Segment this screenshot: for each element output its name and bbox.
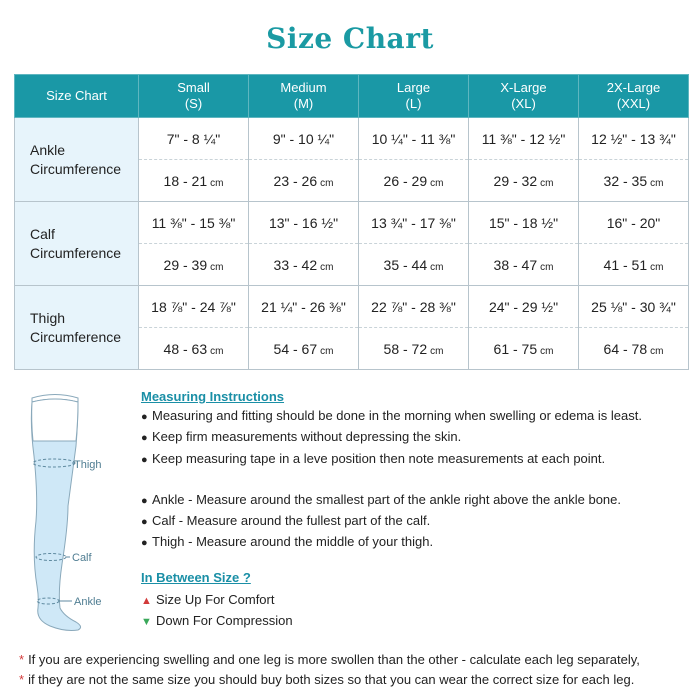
table-cell: 11 ⅜" - 15 ⅜": [139, 202, 249, 244]
size-code: (L): [405, 96, 422, 111]
cell-value: 29 - 32: [493, 172, 538, 189]
size-header-xlarge: [469, 75, 579, 118]
list-item: [141, 532, 691, 553]
table-cell: [579, 328, 689, 370]
table-cell: 10 ¼" - 11 ⅜": [359, 118, 469, 160]
table-cell: 13 ¾" - 17 ⅜": [359, 202, 469, 244]
table-cell: 9" - 10 ¼": [249, 118, 359, 160]
cell-value: 26 - 29: [383, 172, 428, 189]
table-cell: [359, 328, 469, 370]
arrow-down-icon: ▼: [141, 616, 152, 628]
bullet-text: Ankle - Measure around the smallest part of the ankle right above the ankle bone.: [152, 491, 622, 507]
table-cell: [249, 244, 359, 286]
footnote-text: if they are not the same size you should buy both sizes so that you can wear the correct size for each leg.: [28, 672, 635, 687]
table-cell: 25 ⅛" - 30 ¾": [579, 286, 689, 328]
cell-value: 29 - 39: [163, 256, 208, 273]
size-name: Large: [396, 80, 431, 95]
size-header-large: [359, 75, 469, 118]
table-cell: [139, 328, 249, 370]
list-item: [141, 490, 691, 511]
table-cell: [579, 244, 689, 286]
arrow-up-icon: ▲: [141, 595, 152, 607]
list-item: [141, 590, 293, 611]
thigh-skin: [32, 399, 78, 441]
footnotes: [19, 650, 640, 690]
size-up-text: Size Up For Comfort: [156, 592, 275, 607]
cell-value: 32 - 35: [603, 172, 648, 189]
unit-label: cm: [320, 177, 334, 189]
row-label-line2: Circumference: [30, 328, 122, 345]
bullet-icon: ●: [141, 537, 148, 550]
unit-label: cm: [650, 261, 664, 273]
calf-label: Calf: [72, 552, 92, 564]
table-cell: 11 ⅜" - 12 ½": [469, 118, 579, 160]
size-name: Small: [177, 80, 210, 95]
row-label-calf: [15, 202, 139, 286]
row-label-line1: Thigh: [30, 309, 66, 326]
bullet-text: Thigh - Measure around the middle of your thigh.: [152, 534, 434, 550]
table-row-calf-inches: [15, 202, 689, 244]
between-size-list: [141, 590, 293, 632]
unit-label: cm: [650, 345, 664, 357]
list-item: [141, 611, 293, 632]
table-cell: 16" - 20": [579, 202, 689, 244]
footnote-text: If you are experiencing swelling and one leg is more swollen than the other - calculate each leg separately,: [28, 652, 640, 667]
table-cell: [139, 160, 249, 202]
size-code: (M): [293, 96, 314, 111]
unit-label: cm: [210, 261, 224, 273]
list-item: [141, 406, 691, 427]
unit-label: cm: [320, 261, 334, 273]
table-cell: 15" - 18 ½": [469, 202, 579, 244]
size-code: (XXL): [616, 96, 651, 111]
row-label-line1: Ankle: [30, 141, 66, 158]
row-label-line2: Circumference: [30, 244, 122, 261]
cell-value: 58 - 72: [383, 340, 428, 357]
unit-label: cm: [210, 177, 224, 189]
cell-value: 61 - 75: [493, 340, 538, 357]
unit-label: cm: [210, 345, 224, 357]
unit-label: cm: [430, 261, 444, 273]
unit-label: cm: [430, 177, 444, 189]
list-item: [141, 449, 691, 470]
size-name: 2X-Large: [606, 80, 661, 95]
table-cell: [469, 160, 579, 202]
bullet-text: Keep measuring tape in a leve position then note measurements at each point.: [152, 450, 606, 466]
page-title: Size Chart: [266, 22, 434, 55]
table-cell: [579, 160, 689, 202]
cell-value: 35 - 44: [383, 256, 428, 273]
cell-value: 48 - 63: [163, 340, 208, 357]
cell-value: 18 - 21: [163, 172, 208, 189]
table-cell: 18 ⅞" - 24 ⅞": [139, 286, 249, 328]
bullet-icon: ●: [141, 411, 148, 423]
asterisk-icon: *: [19, 672, 25, 687]
bullet-icon: ●: [141, 494, 148, 507]
unit-label: cm: [650, 177, 664, 189]
table-cell: [139, 244, 249, 286]
cell-value: 23 - 26: [273, 172, 318, 189]
table-row-thigh-inches: [15, 286, 689, 328]
unit-label: cm: [320, 345, 334, 357]
cell-value: 33 - 42: [273, 256, 318, 273]
row-label-thigh: [15, 286, 139, 370]
size-header-medium: [249, 75, 359, 118]
ankle-label: Ankle: [74, 596, 102, 608]
table-cell: [359, 244, 469, 286]
size-code: (XL): [511, 96, 536, 111]
unit-label: cm: [540, 261, 554, 273]
bullet-icon: ●: [141, 453, 148, 466]
cell-value: 54 - 67: [273, 340, 318, 357]
bullet-text: Calf - Measure around the fullest part of the calf.: [152, 513, 431, 529]
unit-label: cm: [540, 177, 554, 189]
asterisk-icon: *: [19, 652, 25, 667]
table-cell: [359, 160, 469, 202]
bullet-text: Measuring and fitting should be done in the morning when swelling or edema is least.: [152, 408, 642, 423]
table-header-row: [15, 75, 689, 118]
bullet-text: Keep firm measurements without depressing the skin.: [152, 429, 462, 445]
thigh-label: Thigh: [74, 459, 102, 471]
between-size-heading: In Between Size ?: [141, 570, 251, 585]
unit-label: cm: [430, 345, 444, 357]
row-label-line1: Calf: [30, 225, 55, 242]
size-name: Medium: [280, 80, 327, 95]
table-cell: 21 ¼" - 26 ⅜": [249, 286, 359, 328]
size-code: (S): [184, 96, 203, 111]
measuring-bullets: [141, 406, 691, 470]
list-item: [141, 427, 691, 448]
table-cell: [469, 328, 579, 370]
row-label-ankle: [15, 118, 139, 202]
size-chart-table: [14, 74, 689, 370]
size-down-text: Down For Compression: [156, 613, 293, 628]
size-header-small: [139, 75, 249, 118]
table-cell: 13" - 16 ½": [249, 202, 359, 244]
table-cell: [249, 160, 359, 202]
unit-label: cm: [540, 345, 554, 357]
footnote: [19, 670, 640, 690]
table-cell: 22 ⅞" - 28 ⅜": [359, 286, 469, 328]
bullet-icon: ●: [141, 432, 148, 445]
table-corner-label: Size Chart: [15, 75, 139, 118]
leg-illustration: [10, 386, 130, 636]
size-header-2xlarge: [579, 75, 689, 118]
footnote: [19, 650, 640, 670]
cell-value: 64 - 78: [603, 340, 648, 357]
measuring-heading: Measuring Instructions: [141, 389, 285, 404]
table-cell: [249, 328, 359, 370]
cell-value: 38 - 47: [493, 256, 538, 273]
row-label-line2: Circumference: [30, 160, 122, 177]
size-name: X-Large: [500, 80, 547, 95]
table-cell: 7" - 8 ¼": [139, 118, 249, 160]
bullet-icon: ●: [141, 516, 148, 529]
table-cell: 12 ½" - 13 ¾": [579, 118, 689, 160]
table-row-ankle-inches: [15, 118, 689, 160]
cell-value: 41 - 51: [603, 256, 648, 273]
table-cell: 24" - 29 ½": [469, 286, 579, 328]
list-item: [141, 511, 691, 532]
measuring-points: [141, 490, 691, 554]
table-cell: [469, 244, 579, 286]
measuring-instructions: [141, 388, 691, 554]
